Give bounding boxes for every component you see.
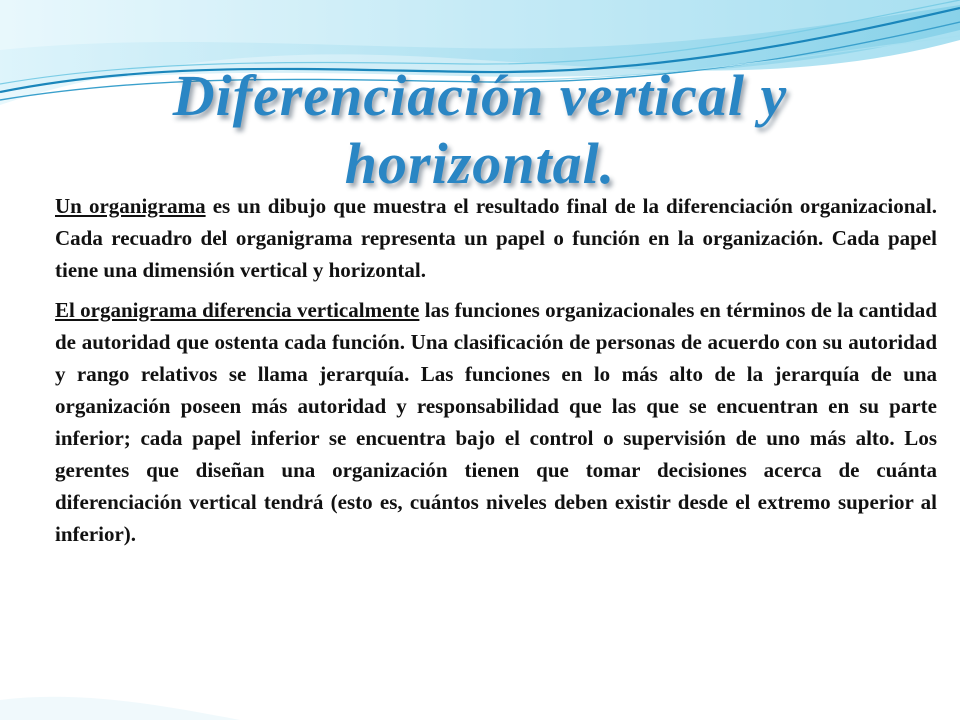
- paragraph-2-text: las funciones organizacionales en términos de la cantidad de autoridad que ostenta cada función. Una clasificación de personas de acuerdo con su autoridad y rango relativos se llama jerarquía. Las funciones en lo más alto de la jerarquía de una organización poseen más autoridad y responsabilidad que las que se encuentran en su parte inferior; cada papel inferior se encuentra bajo el control o supervisión de uno más alto. Los gerentes que diseñan una organización tienen que tomar decisiones acerca de cuánta diferenciación vertical tendrá (esto es, cuántos niveles deben existir desde el extremo superior al inferior).: [55, 298, 937, 546]
- paragraph-2: [55, 294, 937, 550]
- paragraph-2-underlined: El organigrama diferencia verticalmente: [55, 298, 420, 322]
- slide-body: [55, 190, 937, 558]
- slide-title: Diferenciación vertical y horizontal.: [172, 63, 788, 196]
- paragraph-1-underlined: Un organigrama: [55, 194, 206, 218]
- paragraph-1-text: es un dibujo que muestra el resultado final de la diferenciación organizacional. Cada recuadro del organigrama representa un papel o función en la organización. Cada papel tiene una dimensión vertical y horizontal.: [55, 194, 937, 282]
- paragraph-1: [55, 190, 937, 286]
